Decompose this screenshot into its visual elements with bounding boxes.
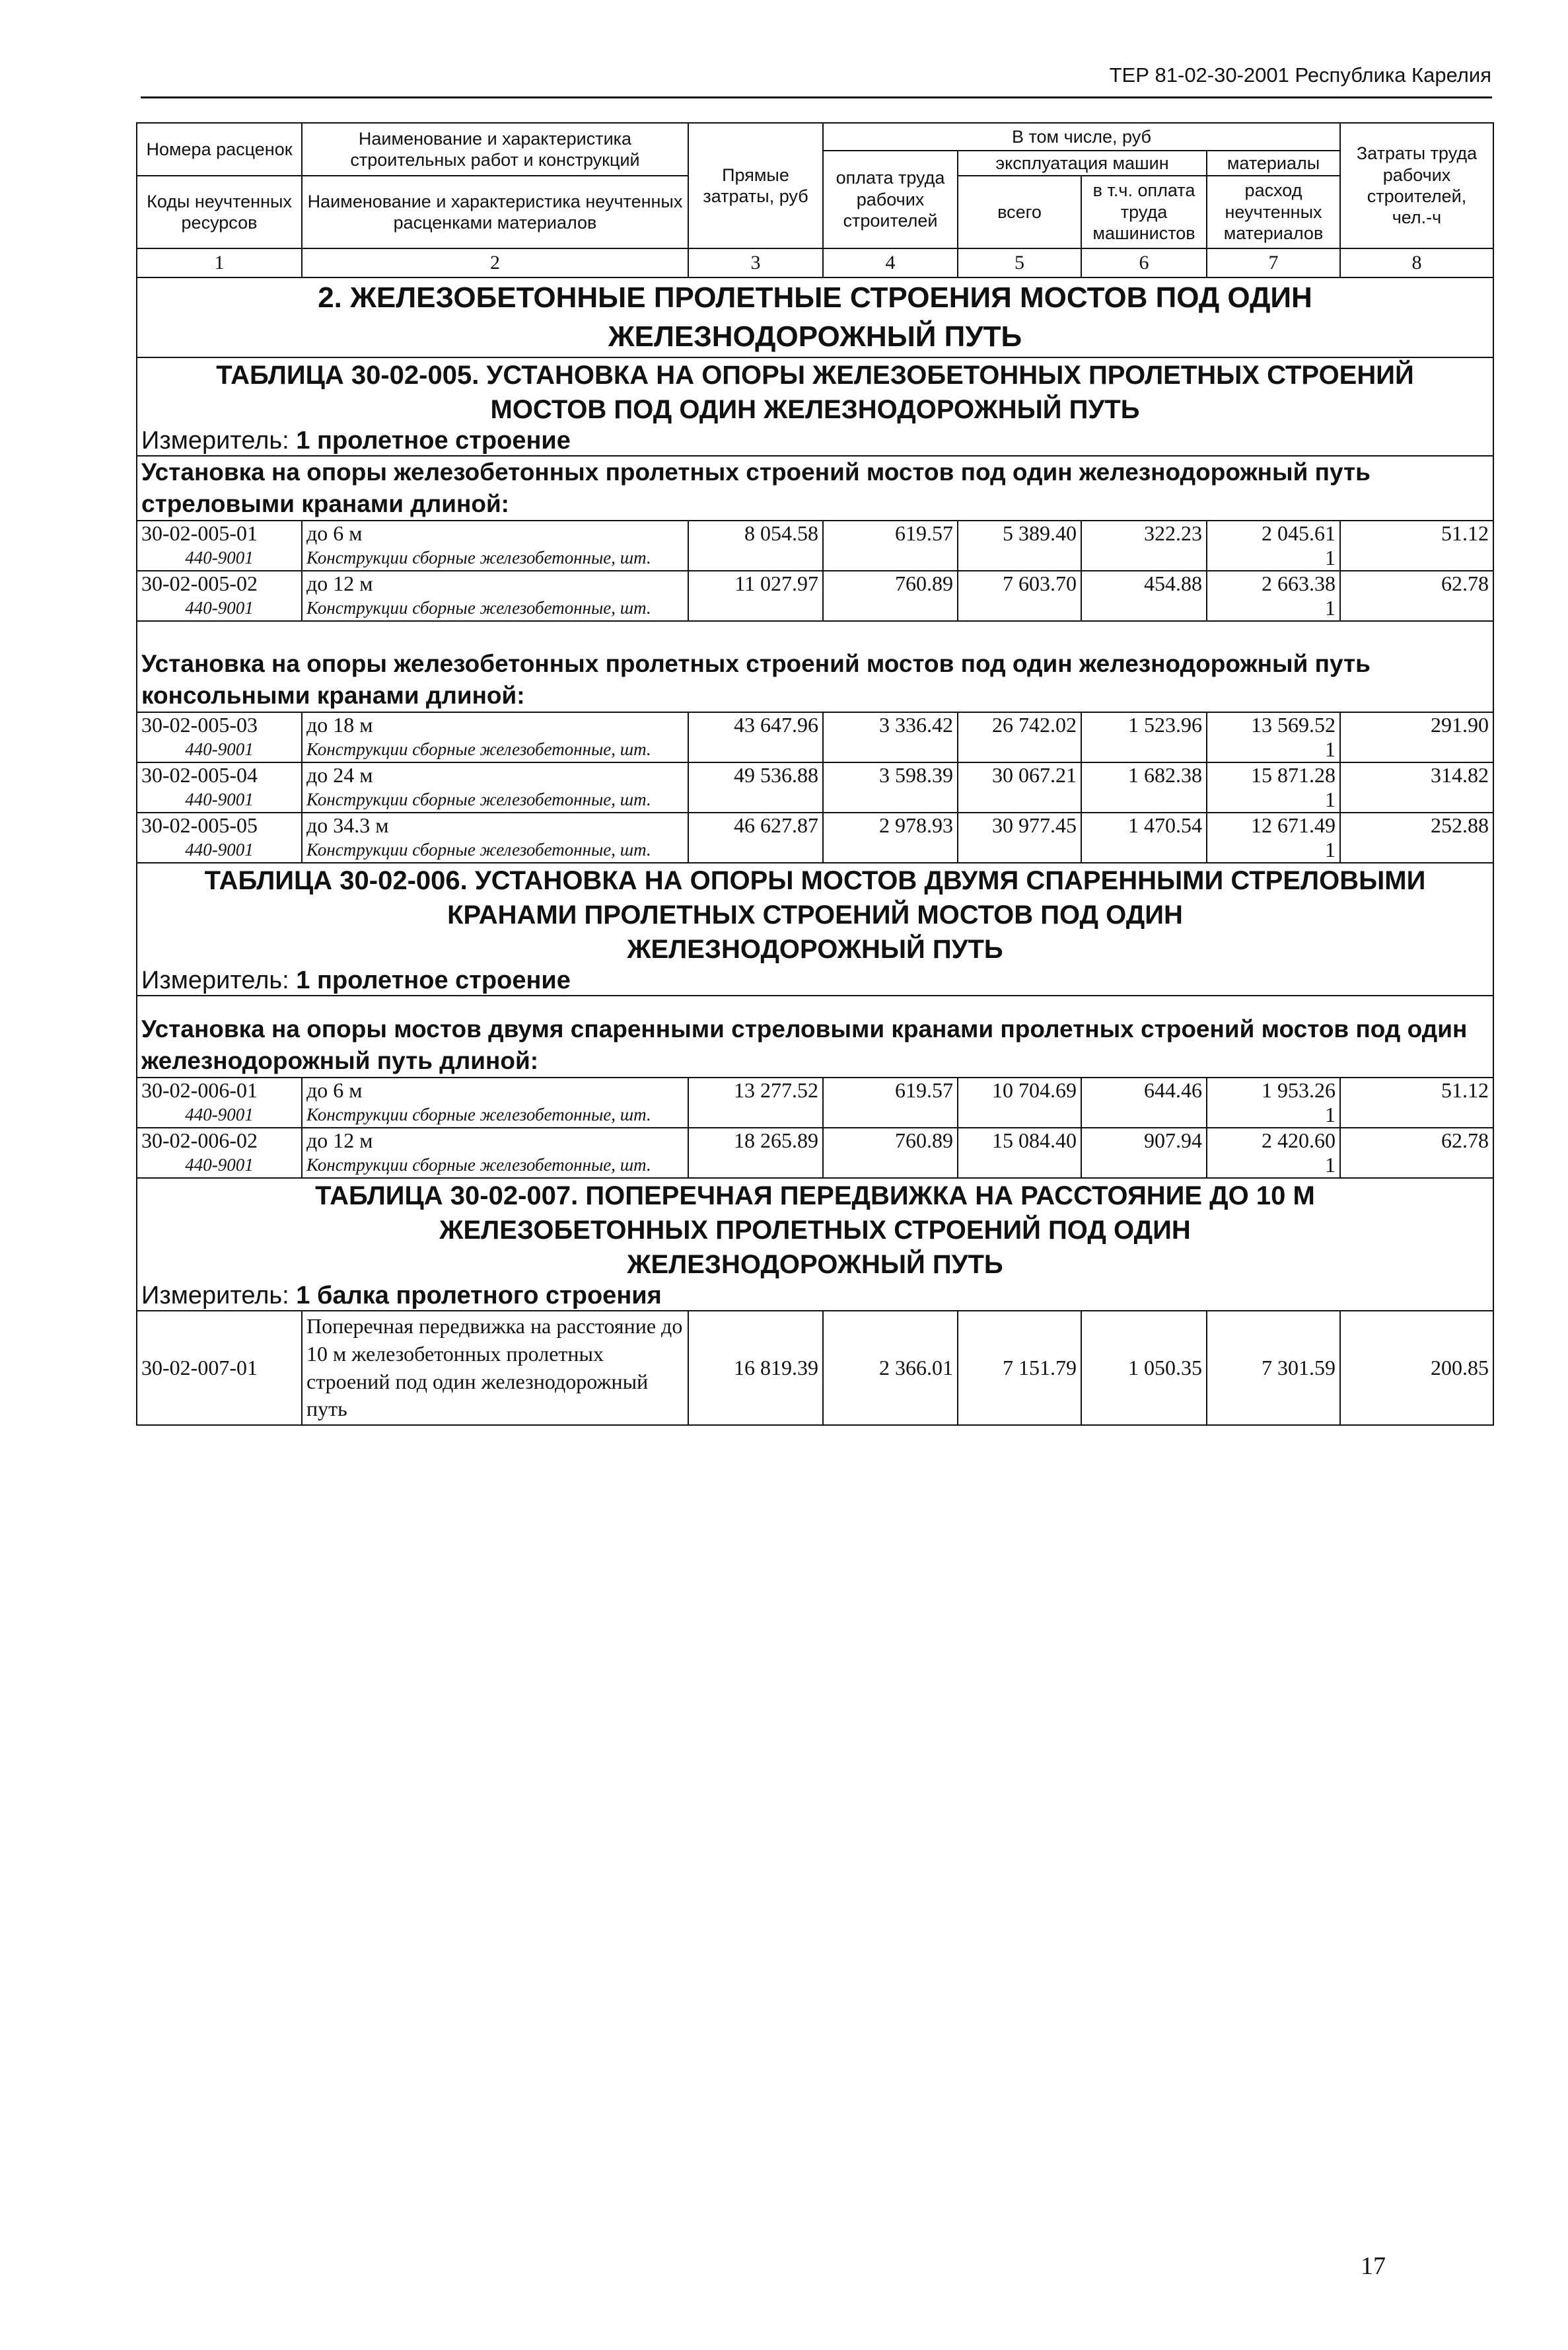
work-description: Поперечная передвижка на расстояние до 10 м железобетонных пролетных строений под один железнодорожный путь bbox=[302, 1311, 688, 1424]
work-description: до 24 м bbox=[302, 762, 688, 788]
work-description: до 12 м bbox=[302, 1128, 688, 1153]
section-title-line: 2. ЖЕЛЕЗОБЕТОННЫЕ ПРОЛЕТНЫЕ СТРОЕНИЯ МОСТОВ ПОД ОДИН bbox=[318, 281, 1312, 314]
direct-cost: 11 027.97 bbox=[688, 571, 823, 621]
work-description: до 18 м bbox=[302, 712, 688, 737]
resource-name: Конструкции сборные железобетонные, шт. bbox=[302, 788, 688, 813]
resource-name: Конструкции сборные железобетонные, шт. bbox=[302, 737, 688, 762]
col2-top-header: Наименование и характеристика строительных работ и конструкций bbox=[302, 123, 688, 176]
machines-wage: 1 470.54 bbox=[1081, 813, 1207, 863]
col-number: 3 bbox=[688, 248, 823, 277]
measure-line bbox=[137, 427, 1493, 456]
col-number: 2 bbox=[302, 248, 688, 277]
rate-code: 30-02-005-04 bbox=[137, 762, 302, 788]
wage-cost: 760.89 bbox=[823, 1128, 958, 1178]
wage-cost: 2 978.93 bbox=[823, 813, 958, 863]
measure-label: Измеритель: bbox=[141, 1282, 289, 1310]
table-row bbox=[137, 1078, 1493, 1103]
rate-code: 30-02-006-02 bbox=[137, 1128, 302, 1153]
materials-cost: 13 569.52 bbox=[1207, 712, 1340, 737]
resource-code: 440-9001 bbox=[137, 1103, 302, 1128]
labor-cost: 62.78 bbox=[1340, 1128, 1493, 1178]
resource-name: Конструкции сборные железобетонные, шт. bbox=[302, 1103, 688, 1128]
materials-cost: 2 420.60 bbox=[1207, 1128, 1340, 1153]
table-title-line: КРАНАМИ ПРОЛЕТНЫХ СТРОЕНИЙ МОСТОВ ПОД ОДИН bbox=[447, 900, 1183, 930]
material-unit-qty: 1 bbox=[1207, 1153, 1340, 1178]
table-title-line: ЖЕЛЕЗНОДОРОЖНЫЙ ПУТЬ bbox=[627, 935, 1003, 965]
table-title-line: ТАБЛИЦА 30-02-005. УСТАНОВКА НА ОПОРЫ ЖЕЛЕЗОБЕТОННЫХ ПРОЛЕТНЫХ СТРОЕНИЙ bbox=[216, 360, 1414, 390]
col-number: 6 bbox=[1081, 248, 1207, 277]
machines-wage: 454.88 bbox=[1081, 571, 1207, 621]
table-row bbox=[137, 1311, 1493, 1424]
resource-name: Конструкции сборные железобетонные, шт. bbox=[302, 546, 688, 571]
table-title-line: ТАБЛИЦА 30-02-007. ПОПЕРЕЧНАЯ ПЕРЕДВИЖКА НА РАССТОЯНИЕ ДО 10 М bbox=[315, 1181, 1315, 1211]
table-title-line: ЖЕЛЕЗОБЕТОННЫХ ПРОЛЕТНЫХ СТРОЕНИЙ ПОД ОДИН bbox=[439, 1216, 1191, 1245]
rate-code: 30-02-006-01 bbox=[137, 1078, 302, 1103]
machines-wage: 1 682.38 bbox=[1081, 762, 1207, 813]
page-number: 17 bbox=[1361, 2252, 1386, 2280]
machines-wage: 907.94 bbox=[1081, 1128, 1207, 1178]
machines-cost: 7 603.70 bbox=[958, 571, 1081, 621]
material-unit-qty: 1 bbox=[1207, 596, 1340, 621]
material-unit-qty: 1 bbox=[1207, 546, 1340, 571]
labor-cost: 314.82 bbox=[1340, 762, 1493, 813]
col-number: 7 bbox=[1207, 248, 1340, 277]
labor-cost: 62.78 bbox=[1340, 571, 1493, 621]
machines-wage: 1 523.96 bbox=[1081, 712, 1207, 762]
resource-name: Конструкции сборные железобетонные, шт. bbox=[302, 1153, 688, 1178]
measure-label: Измеритель: bbox=[141, 426, 289, 455]
labor-cost: 200.85 bbox=[1340, 1311, 1493, 1424]
material-unit-qty: 1 bbox=[1207, 1103, 1340, 1128]
col-number: 4 bbox=[823, 248, 958, 277]
rate-code: 30-02-005-05 bbox=[137, 813, 302, 838]
measure-line bbox=[137, 967, 1493, 996]
wage-cost: 619.57 bbox=[823, 1078, 958, 1128]
direct-cost: 8 054.58 bbox=[688, 521, 823, 571]
col-number: 5 bbox=[958, 248, 1081, 277]
direct-cost: 16 819.39 bbox=[688, 1311, 823, 1424]
group-title: Установка на опоры мостов двумя спаренными стреловыми кранами пролетных строений мостов под один железнодорожный путь длиной: bbox=[137, 996, 1493, 1078]
work-description: до 6 м bbox=[302, 521, 688, 546]
table-title-line: МОСТОВ ПОД ОДИН ЖЕЛЕЗНОДОРОЖНЫЙ ПУТЬ bbox=[490, 394, 1140, 424]
incl-header: В том числе, руб bbox=[823, 123, 1340, 151]
labor-header: Затраты труда рабочих строителей, чел.-ч bbox=[1340, 123, 1493, 248]
materials-header: материалы bbox=[1207, 151, 1340, 176]
materials-cost: 2 663.38 bbox=[1207, 571, 1340, 596]
machines-wage: 322.23 bbox=[1081, 521, 1207, 571]
materials-cost: 2 045.61 bbox=[1207, 521, 1340, 546]
machines-cost: 7 151.79 bbox=[958, 1311, 1081, 1424]
wage-cost: 760.89 bbox=[823, 571, 958, 621]
machines-cost: 5 389.40 bbox=[958, 521, 1081, 571]
rate-code: 30-02-005-01 bbox=[137, 521, 302, 546]
col-number: 8 bbox=[1340, 248, 1493, 277]
group-title: Установка на опоры железобетонных пролетных строений мостов под один железнодорожный путь стреловыми кранами длиной: bbox=[137, 456, 1493, 521]
measure-value: 1 пролетное строение bbox=[296, 426, 571, 455]
resource-code: 440-9001 bbox=[137, 737, 302, 762]
header-rule bbox=[141, 96, 1492, 98]
machines-wage: 644.46 bbox=[1081, 1078, 1207, 1128]
table-row bbox=[137, 813, 1493, 838]
group-title: Установка на опоры железобетонных пролетных строений мостов под один железнодорожный путь консольными кранами длиной: bbox=[137, 621, 1493, 712]
materials-cost: 1 953.26 bbox=[1207, 1078, 1340, 1103]
work-description: до 34.3 м bbox=[302, 813, 688, 838]
direct-cost: 13 277.52 bbox=[688, 1078, 823, 1128]
table-title-line: ЖЕЛЕЗНОДОРОЖНЫЙ ПУТЬ bbox=[627, 1250, 1003, 1280]
direct-cost: 18 265.89 bbox=[688, 1128, 823, 1178]
labor-cost: 252.88 bbox=[1340, 813, 1493, 863]
labor-cost: 291.90 bbox=[1340, 712, 1493, 762]
wage-cost: 2 366.01 bbox=[823, 1311, 958, 1424]
section-title-line: ЖЕЛЕЗНОДОРОЖНЫЙ ПУТЬ bbox=[608, 320, 1022, 353]
wage-cost: 3 336.42 bbox=[823, 712, 958, 762]
materials-sub-header: расход неучтенных материалов bbox=[1207, 176, 1340, 248]
wage-header: оплата труда рабочих строителей bbox=[823, 151, 958, 248]
rate-code: 30-02-005-03 bbox=[137, 712, 302, 737]
direct-cost: 43 647.96 bbox=[688, 712, 823, 762]
machines-wage-header: в т.ч. оплата труда машинистов bbox=[1081, 176, 1207, 248]
machines-wage: 1 050.35 bbox=[1081, 1311, 1207, 1424]
resource-code: 440-9001 bbox=[137, 1153, 302, 1178]
resource-name: Конструкции сборные железобетонные, шт. bbox=[302, 838, 688, 863]
rate-code: 30-02-007-01 bbox=[137, 1311, 302, 1424]
direct-cost: 46 627.87 bbox=[688, 813, 823, 863]
table-row bbox=[137, 1128, 1493, 1153]
table-title-line: ТАБЛИЦА 30-02-006. УСТАНОВКА НА ОПОРЫ МОСТОВ ДВУМЯ СПАРЕННЫМИ СТРЕЛОВЫМИ bbox=[204, 866, 1426, 896]
table-row bbox=[137, 712, 1493, 737]
materials-cost: 7 301.59 bbox=[1207, 1311, 1340, 1424]
resource-code: 440-9001 bbox=[137, 838, 302, 863]
measure-label: Измеритель: bbox=[141, 967, 289, 995]
resource-name: Конструкции сборные железобетонные, шт. bbox=[302, 596, 688, 621]
materials-cost: 15 871.28 bbox=[1207, 762, 1340, 788]
material-unit-qty: 1 bbox=[1207, 788, 1340, 813]
machines-cost: 15 084.40 bbox=[958, 1128, 1081, 1178]
table-title bbox=[137, 863, 1493, 967]
col-number: 1 bbox=[137, 248, 302, 277]
machines-cost: 26 742.02 bbox=[958, 712, 1081, 762]
machines-total-header: всего bbox=[958, 176, 1081, 248]
measure-value: 1 балка пролетного строения bbox=[296, 1282, 662, 1310]
machines-cost: 10 704.69 bbox=[958, 1078, 1081, 1128]
wage-cost: 3 598.39 bbox=[823, 762, 958, 813]
table-row bbox=[137, 571, 1493, 596]
machines-header: эксплуатация машин bbox=[958, 151, 1207, 176]
material-unit-qty: 1 bbox=[1207, 737, 1340, 762]
table-row bbox=[137, 762, 1493, 788]
work-description: до 6 м bbox=[302, 1078, 688, 1103]
resource-code: 440-9001 bbox=[137, 788, 302, 813]
machines-cost: 30 977.45 bbox=[958, 813, 1081, 863]
table-row bbox=[137, 521, 1493, 546]
col1-bottom-header: Коды неучтенных ресурсов bbox=[137, 176, 302, 248]
measure-value: 1 пролетное строение bbox=[296, 967, 571, 995]
document-header: ТЕР 81-02-30-2001 Республика Карелия bbox=[1109, 63, 1491, 87]
measure-line bbox=[137, 1282, 1493, 1311]
table-title bbox=[137, 357, 1493, 427]
direct-cost: 49 536.88 bbox=[688, 762, 823, 813]
resource-code: 440-9001 bbox=[137, 546, 302, 571]
resource-code: 440-9001 bbox=[137, 596, 302, 621]
section-title bbox=[137, 277, 1493, 357]
wage-cost: 619.57 bbox=[823, 521, 958, 571]
table-title bbox=[137, 1178, 1493, 1282]
direct-costs-header: Прямые затраты, руб bbox=[688, 123, 823, 248]
materials-cost: 12 671.49 bbox=[1207, 813, 1340, 838]
machines-cost: 30 067.21 bbox=[958, 762, 1081, 813]
work-description: до 12 м bbox=[302, 571, 688, 596]
col2-bottom-header: Наименование и характеристика неучтенных расценками материалов bbox=[302, 176, 688, 248]
column-numbers-row bbox=[137, 248, 1493, 277]
labor-cost: 51.12 bbox=[1340, 521, 1493, 571]
rate-code: 30-02-005-02 bbox=[137, 571, 302, 596]
col1-top-header: Номера расценок bbox=[137, 123, 302, 176]
rates-table bbox=[136, 122, 1494, 1426]
material-unit-qty: 1 bbox=[1207, 838, 1340, 863]
labor-cost: 51.12 bbox=[1340, 1078, 1493, 1128]
